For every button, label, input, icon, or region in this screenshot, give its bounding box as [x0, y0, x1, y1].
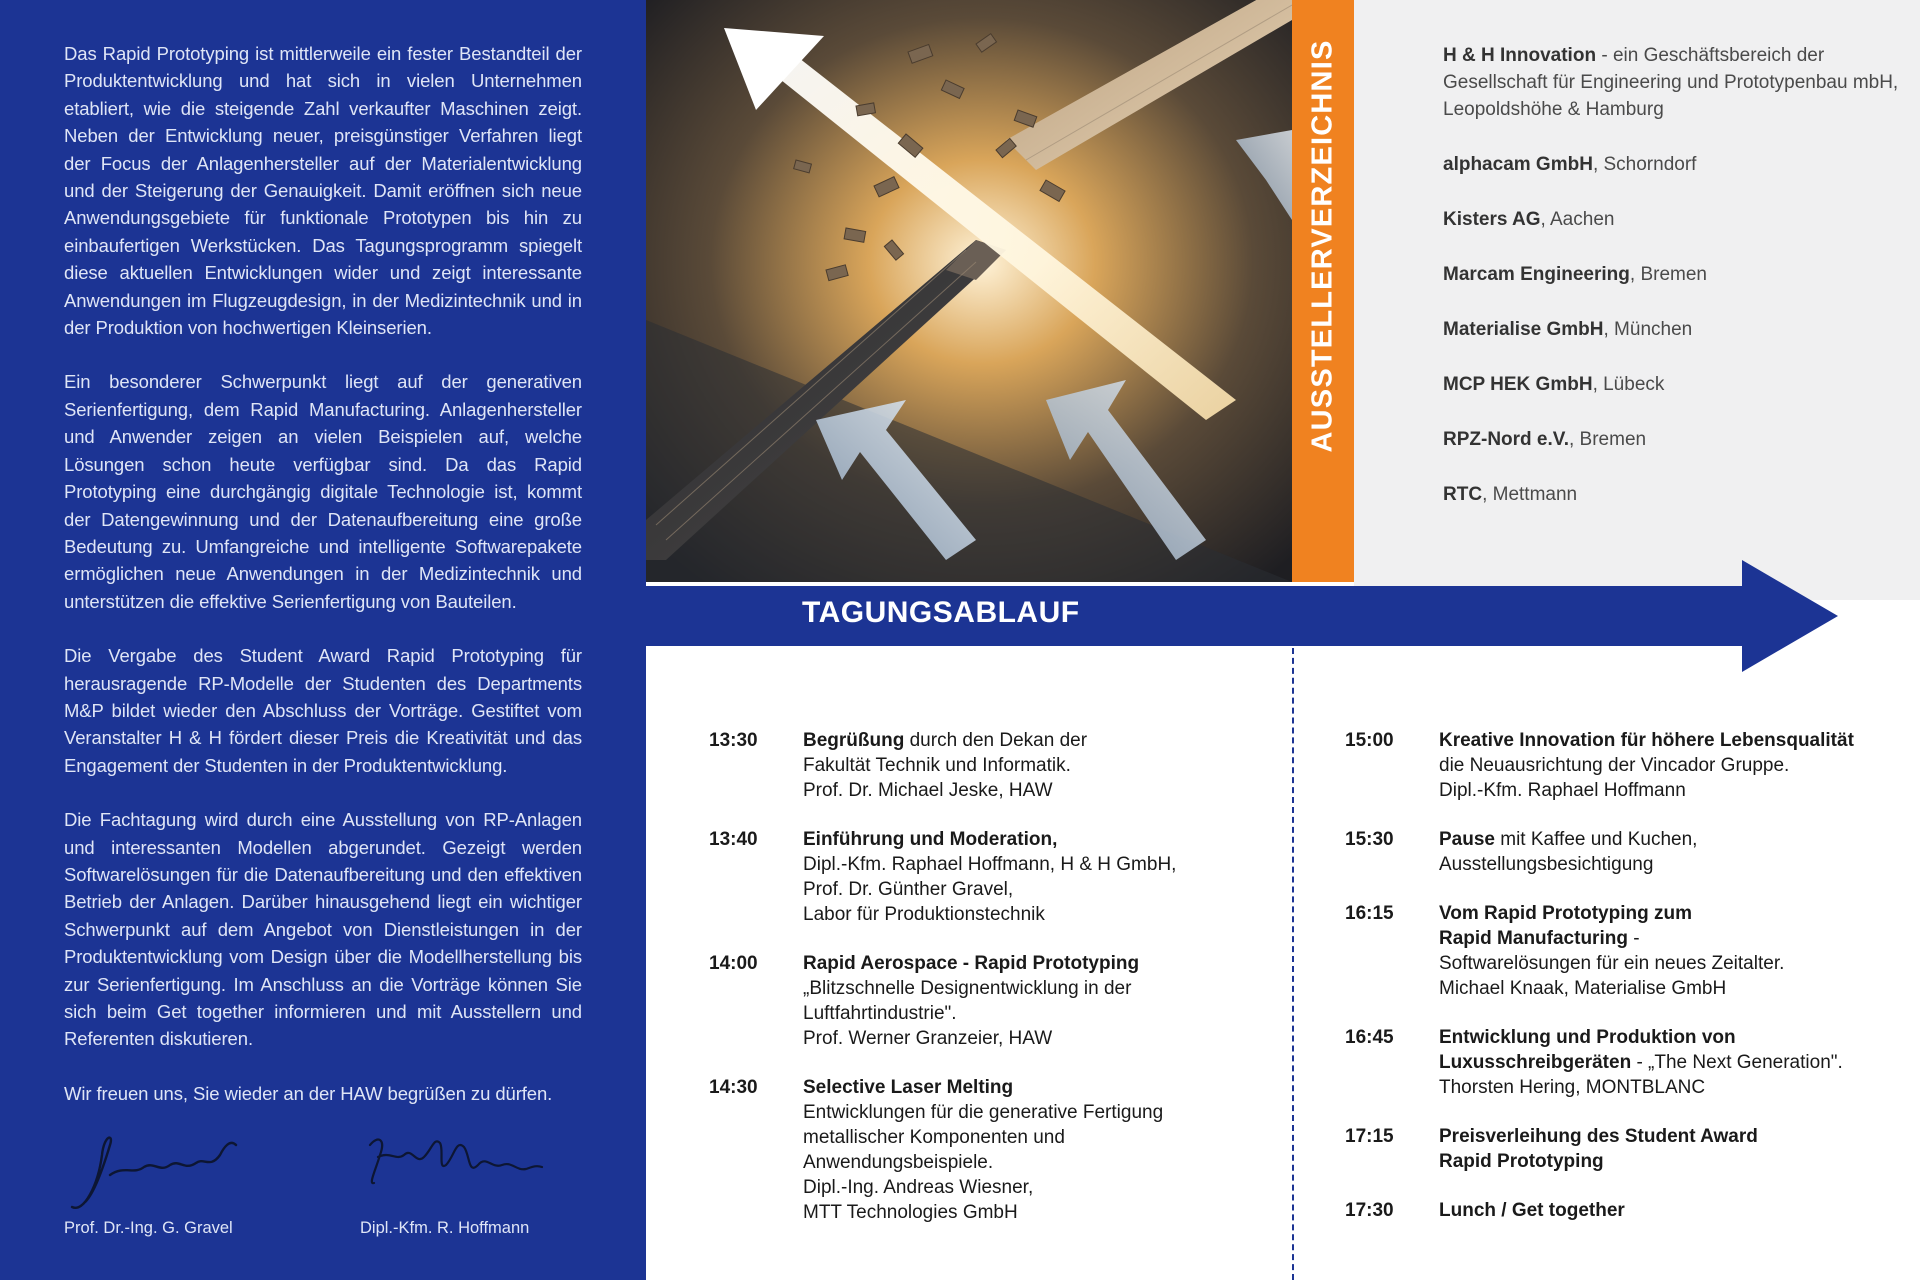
entry-line: Ausstellungsbesichtigung: [1439, 854, 1654, 875]
entry-line: Thorsten Hering, MONTBLANC: [1439, 1077, 1706, 1098]
exhibitor-name: Kisters AG: [1443, 209, 1541, 230]
schedule-entry: [709, 827, 1284, 927]
entry-line: Entwicklungen für die generative Fertigung: [803, 1102, 1164, 1123]
signature-hoffmann: [360, 1125, 550, 1238]
signature-hoffmann-image: [360, 1125, 550, 1215]
entry-title-second: Rapid Manufacturing: [1439, 928, 1628, 949]
entry-time: 13:40: [709, 829, 758, 850]
entry-time: 14:30: [709, 1077, 758, 1098]
entry-title-rest: durch den Dekan der: [904, 730, 1088, 751]
exhibitor-list-panel: [1354, 0, 1920, 600]
exhibitor-name: H & H Innovation: [1443, 45, 1597, 66]
schedule-entry: [1345, 1124, 1905, 1174]
entry-title: Pause: [1439, 829, 1495, 850]
schedule-entry: [709, 1075, 1284, 1225]
exhibitor-item: [1443, 261, 1903, 288]
intro-text: [64, 40, 582, 1134]
intro-paragraph-4: Die Fachtagung wird durch eine Ausstellung von RP-Anlagen und interessanten Modellen abgerundet. Gezeigt werden Softwarelösungen für die Datenaufbereitung und den effektiven Betrieb der Anlagen. Darüber hinausgehend liegt ein wichtiger Schwerpunkt auf dem Angebot von Dienstleistungen in der Produktentwicklung vom Design über die Modellherstellung bis zur Serienfertigung. Im Anschluss an die Vorträge können Sie sich beim Get together informieren und mit Ausstellern und Referenten diskutieren.: [64, 809, 582, 1050]
entry-line: Prof. Werner Granzeier, HAW: [803, 1028, 1053, 1049]
entry-title: Entwicklung und Produktion von: [1439, 1027, 1736, 1048]
entry-line: Prof. Dr. Michael Jeske, HAW: [803, 780, 1053, 801]
entry-body: [803, 827, 1176, 927]
exhibitor-item: [1443, 206, 1903, 233]
entry-line: Dipl.-Ing. Andreas Wiesner,: [803, 1177, 1034, 1198]
exhibitor-name: MCP HEK GmbH: [1443, 374, 1593, 395]
entry-title: Selective Laser Melting: [803, 1077, 1014, 1098]
entry-line: „Blitzschnelle Designentwicklung in der: [803, 978, 1132, 999]
schedule-entry: [1345, 827, 1905, 877]
exhibitor-name: Materialise GmbH: [1443, 319, 1604, 340]
schedule-column-right: [1345, 728, 1905, 1247]
exhibitor-name: RPZ-Nord e.V.: [1443, 429, 1569, 450]
entry-title-rest: - „The Next Generation".: [1631, 1052, 1843, 1073]
exhibitor-details: , Lübeck: [1592, 374, 1665, 395]
schedule-entry: [709, 951, 1284, 1051]
schedule-column-left: [709, 728, 1284, 1249]
entry-line: metallischer Komponenten und: [803, 1127, 1065, 1148]
intro-panel: [0, 0, 646, 1280]
entry-body: [1439, 1124, 1758, 1174]
entry-body: [1439, 901, 1784, 1001]
entry-line: Michael Knaak, Materialise GmbH: [1439, 978, 1727, 999]
entry-time: 15:30: [1345, 829, 1394, 850]
intro-paragraph-3: Die Vergabe des Student Award Rapid Prototyping für herausragende RP-Modelle der Studenten des Departments M&P bildet wieder den Abschluss der Vorträge. Gestiftet vom Veranstalter H & H fördert dieser Preis die Kreativität und das Engagement der Studenten in der Produktentwicklung.: [64, 645, 582, 776]
entry-body: [803, 1075, 1163, 1225]
entry-title: Preisverleihung des Student Award: [1439, 1126, 1758, 1147]
intro-paragraph-1: Das Rapid Prototyping ist mittlerweile ein fester Bestandteil der Produktentwicklung und hat sich in vielen Unternehmen etabliert, wie die steigende Zahl verkaufter Maschinen zeigt. Neben der Entwicklung neuer, preisgünstiger Verfahren liegt der Focus der Anlagenhersteller auf der Materialentwicklung und der Steigerung der Genauigkeit. Damit eröffnen sich neue Anwendungsgebiete für funktionale Prototypen bis hin zu einbaufertigen Werkstücken. Das Tagungsprogramm spiegelt diese aktuellen Entwicklungen wider und zeigt interessante Anwendungen im Flugzeugdesign, in der Medizintechnik und in der Produktion von hochwertigen Kleinserien.: [64, 43, 582, 339]
intro-paragraph-2: Ein besonderer Schwerpunkt liegt auf der generativen Serienfertigung, dem Rapid Manufacturing. Anlagenhersteller und Anwender zeigen an vielen Beispielen auf, welche Lösungen schon heute verfügbar sind. Da das Rapid Prototyping eine durchgängig digitale Technologie ist, kommt der Datengewinnung und der Datenaufbereitung eine große Bedeutung zu. Umfangreiche und intelligente Softwarepakete ermöglichen neue Anwendungen in der Medizintechnik und unterstützen die effektive Serienfertigung von Bauteilen.: [64, 371, 582, 612]
entry-title-rest: mit Kaffee und Kuchen,: [1494, 829, 1698, 850]
entry-body: [1439, 1025, 1843, 1100]
exhibitor-heading-strip: [1292, 0, 1354, 582]
entry-line: die Neuausrichtung der Vincador Gruppe.: [1439, 755, 1790, 776]
exhibitor-details: , Aachen: [1540, 209, 1615, 230]
exhibitor-name: Marcam Engineering: [1443, 264, 1630, 285]
entry-title: Rapid Aerospace - Rapid Prototyping: [803, 953, 1140, 974]
entry-body: [803, 951, 1139, 1051]
exhibitor-details: , Bremen: [1629, 264, 1707, 285]
exhibitor-item: [1443, 151, 1903, 178]
exhibitor-item: [1443, 371, 1903, 398]
entry-body: [1439, 1198, 1625, 1223]
exhibitor-name: RTC: [1443, 484, 1483, 505]
entry-title: Vom Rapid Prototyping zum: [1439, 903, 1692, 924]
exhibitor-details: , Schorndorf: [1592, 154, 1697, 175]
entry-title-rest: -: [1627, 928, 1640, 949]
exhibitor-heading: AUSSTELLERVERZEICHNIS: [1306, 39, 1339, 453]
exhibitor-item: [1443, 42, 1903, 123]
entry-title-second: Luxusschreibgeräten: [1439, 1052, 1632, 1073]
breakthrough-arrows-illustration: [646, 0, 1292, 582]
schedule-entry: [1345, 728, 1905, 803]
entry-line: MTT Technologies GmbH: [803, 1202, 1018, 1223]
exhibitor-details: , Bremen: [1569, 429, 1647, 450]
entry-line: Luftfahrtindustrie".: [803, 1003, 957, 1024]
entry-title: Kreative Innovation für höhere Lebensqualität: [1439, 730, 1854, 751]
schedule-entry: [1345, 1198, 1905, 1223]
entry-title: Begrüßung: [803, 730, 905, 751]
entry-title: Einführung und Moderation,: [803, 829, 1058, 850]
schedule-entry: [1345, 901, 1905, 1001]
entry-line: Softwarelösungen für ein neues Zeitalter.: [1439, 953, 1785, 974]
entry-time: 16:45: [1345, 1027, 1394, 1048]
entry-line: Dipl.-Kfm. Raphael Hoffmann: [1439, 780, 1686, 801]
exhibitor-item: [1443, 426, 1903, 453]
exhibitor-details: - ein Geschäftsbereich der Gesellschaft für Engineering und Prototypenbau mbH, Leopoldshöhe & Hamburg: [1443, 45, 1899, 120]
exhibitor-item: [1443, 316, 1903, 343]
entry-line: Anwendungsbeispiele.: [803, 1152, 994, 1173]
signature-name-gravel: Prof. Dr.-Ing. G. Gravel: [64, 1219, 233, 1237]
signature-gravel: [64, 1125, 264, 1238]
exhibitor-details: , München: [1603, 319, 1693, 340]
entry-time: 16:15: [1345, 903, 1394, 924]
schedule-divider: [1292, 648, 1294, 1280]
hero-image: [646, 0, 1292, 582]
signature-gravel-image: [64, 1125, 264, 1215]
entry-line: Dipl.-Kfm. Raphael Hoffmann, H & H GmbH,: [803, 854, 1177, 875]
exhibitor-list: [1443, 42, 1903, 536]
entry-time: 15:00: [1345, 730, 1394, 751]
entry-time: 14:00: [709, 953, 758, 974]
exhibitor-details: , Mettmann: [1482, 484, 1578, 505]
entry-body: [803, 728, 1087, 803]
exhibitor-item: [1443, 481, 1903, 508]
entry-line: Fakultät Technik und Informatik.: [803, 755, 1071, 776]
signature-name-hoffmann: Dipl.-Kfm. R. Hoffmann: [360, 1219, 530, 1237]
exhibitor-name: alphacam GmbH: [1443, 154, 1593, 175]
entry-body: [1439, 728, 1854, 803]
entry-title: Lunch / Get together: [1439, 1200, 1625, 1221]
schedule-entry: [709, 728, 1284, 803]
entry-time: 17:15: [1345, 1126, 1394, 1147]
entry-time: 13:30: [709, 730, 758, 751]
entry-line: Prof. Dr. Günther Gravel,: [803, 879, 1014, 900]
entry-title-second: Rapid Prototyping: [1439, 1151, 1604, 1172]
entry-time: 17:30: [1345, 1200, 1394, 1221]
schedule-entry: [1345, 1025, 1905, 1100]
entry-line: Labor für Produktionstechnik: [803, 904, 1045, 925]
schedule-title: TAGUNGSABLAUF: [802, 596, 1080, 629]
intro-closing: Wir freuen uns, Sie wieder an der HAW begrüßen zu dürfen.: [64, 1082, 553, 1104]
entry-body: [1439, 827, 1697, 877]
